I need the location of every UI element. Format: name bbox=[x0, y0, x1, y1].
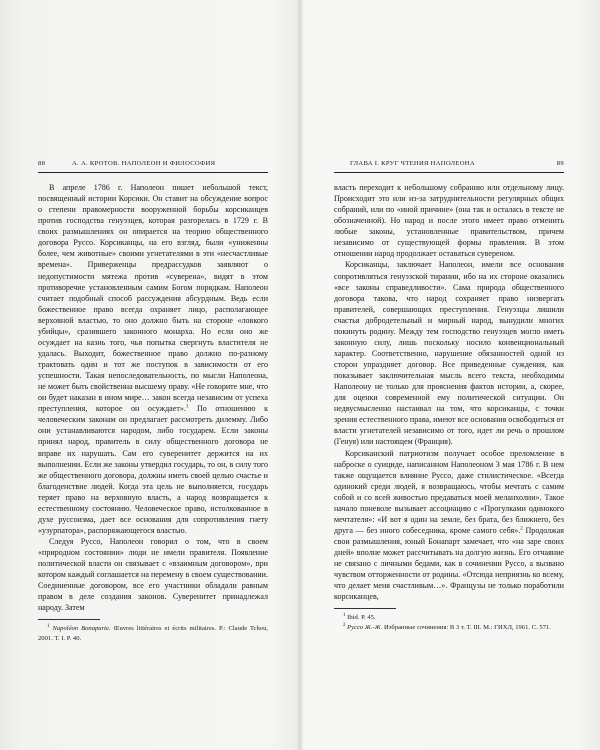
right-paragraph-2: Корсиканцы, заключает Наполеон, имели все основания сопротивляться генуэзской тирании, ибо на их стороне оказались «все законы справедливости». Сама природа общественного договора такова, что народ сохраняет право низвергать правителей, совершающих преступления. Генуэзцы лишили счастья добродетельный и мирный народ, вынудили многих покинуть родину. Между тем господство генуэзцев могло иметь законную силу, лишь поскольку носило конвенциональный характер. Соответственно, нарушение обязанностей одной из сторон упраздняет договор. Все приведенные суждения, как показывает заключительная мысль всего текста, необходимы Наполеону не только для прояснения фактов истории, а, скорее, для оценки современной ему политической ситуации. Он недвусмысленно настаивал на том, что корсиканцы, с точки зрения естественного права, имеют все основания освободиться от власти угнетателей независимо от того, идет ли речь о прошлом (Генуя) или настоящем (Франция). bbox=[334, 260, 564, 447]
footnote-author: Руссо Ж.-Ж. bbox=[347, 623, 383, 631]
right-running-header bbox=[334, 160, 564, 173]
left-paragraph-2: Следуя Руссо, Наполеон говорил о том, что в своем «природном состоянии» люди не имели правителя. Появление политической власти он связывает с «взаимным договором», при котором каждый соглашается на перемену в своем существовании. Соединенные договором, все его участники обладали равным правом в деле создания законов. Суверенитет принадлежал народу. Затем bbox=[38, 537, 268, 613]
right-page-number: 89 bbox=[556, 160, 564, 167]
left-body-text bbox=[38, 182, 268, 613]
left-running-header bbox=[38, 160, 268, 173]
book-gutter bbox=[297, 0, 303, 750]
footnote-text: Избранные сочинения: В 3 т. Т. III. М.: ГИХЛ, 1961. С. 571. bbox=[383, 623, 551, 631]
left-running-head: А. А. КРОТОВ. НАПОЛЕОН И ФИЛОСОФИЯ bbox=[72, 160, 216, 167]
footnote-number: 1 bbox=[47, 624, 50, 630]
footnote-ref: 2 bbox=[520, 526, 523, 532]
right-page bbox=[334, 160, 564, 632]
footnote-rule bbox=[334, 608, 396, 609]
left-page-number: 88 bbox=[38, 160, 46, 167]
right-body-text bbox=[334, 182, 564, 602]
left-page bbox=[38, 160, 268, 643]
footnote-number: 2 bbox=[343, 622, 346, 628]
right-paragraph-1: власть переходит к небольшому собранию или отдельному лицу. Происходит это или из-за затруднительности регулярных общих собраний, или по «иной причине» (она так и осталась в тексте не обозначенной). Но народ и после этого имеет право отменить любые законы, установленные правительством, причем независимо от существующей формы правления. В этом отношении народ продолжает оставаться сувереном. bbox=[334, 183, 564, 259]
left-paragraph-1b-text: По отношению к человеческим законам он предлагает рассмотреть дилемму. Либо они устанавливаются народом, либо государем. Если законы принял народ, правитель в силу общественного договора не вправе их нарушать. Сам его суверенитет держится на их выполнении. Если же законы утвердил государь, то он, в силу того же общественного договора, должны иметь своей целью счастье и благоденствие людей. Когда эта цель не выполняется, государь теряет право на верховную власть, а народ возвращается к естественному состоянию. Человеческое право, истолкованное в духе руссоизма, дает все основания для сопротивления гнету «узурпатора», распоряжающегося властью. bbox=[38, 404, 269, 535]
left-footnotes bbox=[38, 619, 268, 643]
left-paragraph-1-text: В апреле 1786 г. Наполеон пишет небольшой текст, посвященный истории Корсики. Он ставит на обсуждение вопрос о степени правомерности вооруженной борьбы корсиканцев против господства генуэзцев, которая разгорелась в 1729 г. В своих размышлениях он опирается на теорию общественного договора Руссо. Корсиканцы, на его взгляд, были «униженны более, чем животные» своими угнетателями в эти «несчастливые времена». Приверженцы предрассудков заявляют о недопустимости мятежа против «суверена», видят в этом противоречие установленным самим Богом порядкам. Наполеон считает подобный способ рассуждения абсурдным. Ведь если божественное право всегда охраняет лицо, располагающее верховной властью, то оно должно быть на стороне «ловкого убийцы», сразившего законного монарха. Но если оно же осуждает на казнь того, чья попытка свергнуть властителя не удалась. Выходит, божественное право должно по-разному трактовать один и тот же поступок в зависимости от его успешности. Такая непоследовательность, по мысли Наполеона, не может быть свойственна высшему праву. «Не говорите мне, что он будет наказан в ином мире… закон всегда независим от успеха преступления, которое он осуждает». bbox=[38, 183, 268, 414]
footnote-author: Napoléon Bonaparte. bbox=[52, 625, 111, 633]
footnote-text: Œuvres littéraires et écrits militaires. P.: Claude Tchou, 2001. T. I. P. 40. bbox=[38, 625, 269, 642]
left-footnote-1 bbox=[38, 624, 268, 643]
footnote-text: Ibid. P. 45. bbox=[347, 614, 376, 622]
left-paragraph-1 bbox=[38, 182, 268, 536]
right-footnotes bbox=[334, 608, 564, 632]
right-paragraph-3-text: Корсиканский патриотизм получает особое преломление в наброске о суициде, написанном Наполеоном 3 мая 1786 г. В нем также ощущается влияние Руссо, даже стилистическое. «Всегда одинокий среди людей, я возвращаюсь, чтобы мечтать с самим собой и со всей живостью предаваться моей меланхолии». Такое начало поневоле вызывает ассоциацию с «Прогулками одинокого мечтателя»: «И вот я один на земле, без брата, без ближнего, без друга — без иного собеседника, кроме самого себя». bbox=[334, 448, 564, 535]
footnote-number: 1 bbox=[343, 613, 346, 619]
footnote-ref: 1 bbox=[185, 404, 189, 410]
right-footnote-1 bbox=[334, 613, 564, 622]
right-paragraph-3b-text: Продолжая свои размышления, юный Бонапарт замечает, что «на заре своих дней» вполне может рассчитывать на долгую жизнь. Его отчаяние не связано с личными бедами, как в сочинении Руссо, а вызвано чувством отторженности от родины. «Отсюда неприязнь ко всему, что делает меня счастливым…». Французы не только поработили корсиканцев, bbox=[334, 525, 564, 602]
right-footnote-2 bbox=[334, 623, 564, 632]
right-running-head: ГЛАВА I. КРУГ ЧТЕНИЯ НАПОЛЕОНА bbox=[350, 160, 475, 167]
footnote-rule bbox=[38, 619, 100, 620]
right-paragraph-3 bbox=[334, 448, 564, 603]
